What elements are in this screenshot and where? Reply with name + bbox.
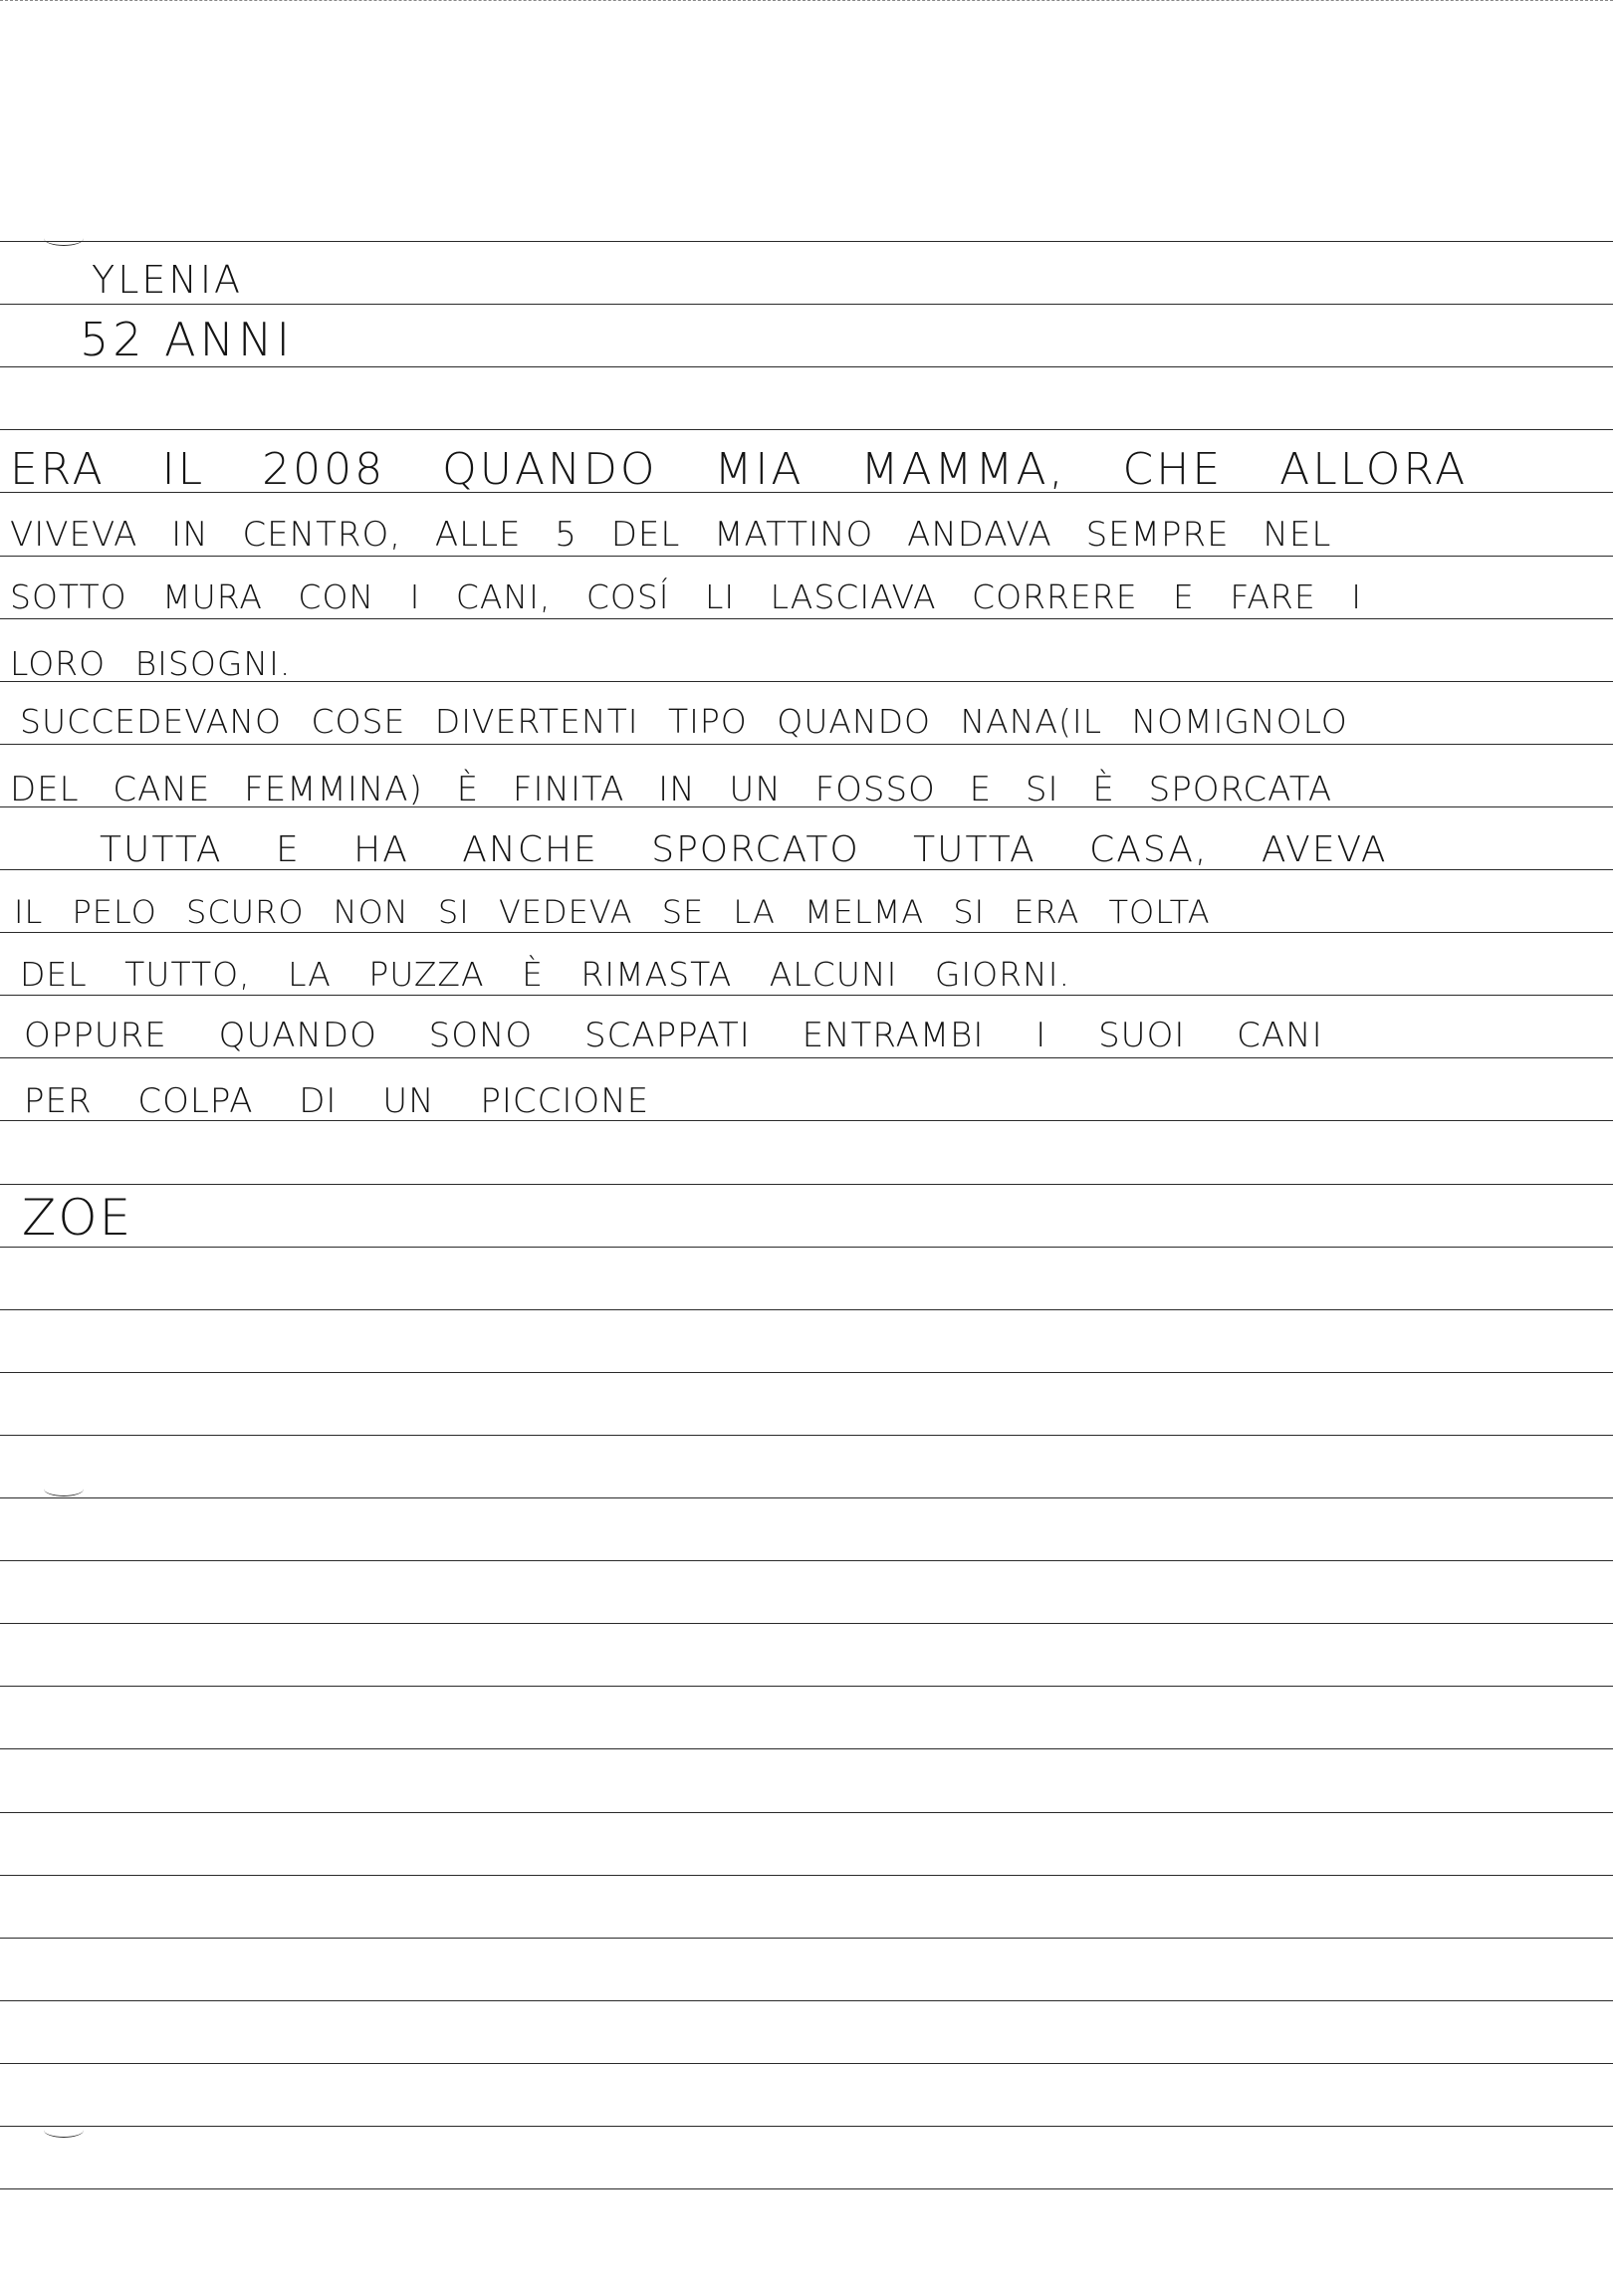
ruled-line [0,1875,1613,1876]
binder-hole-notch [44,231,84,246]
ruled-line [0,1309,1613,1310]
ruled-line [0,1748,1613,1749]
ruled-line [0,2000,1613,2001]
handwritten-line: DEL CANE FEMMINA) È FINITA IN UN FOSSO E SI È SPORCATA [10,770,1333,809]
ruled-line [0,2063,1613,2064]
ruled-line [0,366,1613,367]
handwritten-line: PER COLPA DI UN PICCIONE [24,1081,650,1121]
handwritten-line: TUTTA E HA ANCHE SPORCATO TUTTA CASA, AVEVA [100,829,1388,870]
ruled-line [0,744,1613,745]
ruled-line [0,618,1613,619]
ruled-line [0,1812,1613,1813]
handwritten-line: OPPURE QUANDO SONO SCAPPATI ENTRAMBI I SUOI CANI [24,1016,1323,1055]
ruled-line [0,1057,1613,1058]
ruled-line [0,2188,1613,2189]
ruled-line [0,1686,1613,1687]
ruled-line [0,995,1613,996]
handwritten-line-second-name: ZOE [22,1189,133,1247]
ruled-line [0,241,1613,242]
ruled-line [0,1623,1613,1624]
handwritten-line: VIVEVA IN CENTRO, ALLE 5 DEL MATTINO ANDAVA SEMPRE NEL [10,515,1332,555]
ruled-line [0,1435,1613,1436]
ruled-line [0,429,1613,430]
ruled-line [0,556,1613,557]
handwritten-line: DEL TUTTO, LA PUZZA È RIMASTA ALCUNI GIORNI. [20,955,1070,994]
ruled-line [0,932,1613,933]
ruled-line [0,1247,1613,1248]
handwritten-line-name: YLENIA [92,258,244,302]
handwritten-line: SUCCEDEVANO COSE DIVERTENTI TIPO QUANDO NANA(IL NOMIGNOLO [20,702,1348,741]
handwritten-line: IL PELO SCURO NON SI VEDEVA SE LA MELMA SI ERA TOLTA [14,893,1211,931]
ruled-line [0,1372,1613,1373]
handwritten-line: ERA IL 2008 QUANDO MIA MAMMA, CHE ALLORA [10,444,1469,495]
handwritten-line-age: 52 ANNI [80,313,295,366]
handwritten-line: LORO BISOGNI. [10,644,292,683]
ruled-line [0,1560,1613,1561]
binder-hole-notch [44,2123,84,2138]
ruled-line [0,1938,1613,1939]
ruled-line [0,1497,1613,1498]
ruled-line [0,304,1613,305]
ruled-line [0,2126,1613,2127]
binder-hole-notch [44,1482,84,1496]
top-edge [0,0,1613,1]
handwritten-line: SOTTO MURA CON I CANI, COSÍ LI LASCIAVA CORRERE E FARE I [10,577,1362,616]
ruled-line [0,1184,1613,1185]
